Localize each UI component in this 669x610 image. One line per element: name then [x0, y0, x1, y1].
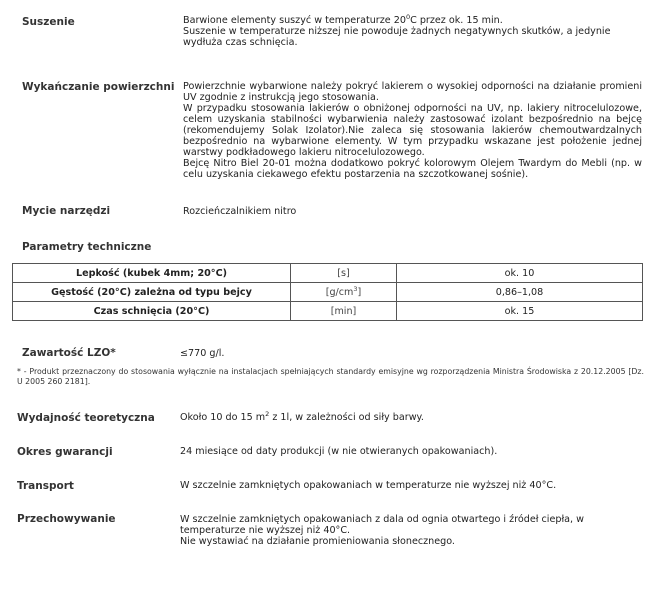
suszenie-text: [183, 12, 641, 48]
table-row: [13, 283, 643, 302]
wykanczanie-label: Wykańczanie powierzchni: [22, 81, 175, 93]
param-value: ok. 15: [397, 302, 643, 321]
transport-value: W szczelnie zamkniętych opakowaniach w temperaturze nie wyższej niż 40°C.: [180, 480, 557, 491]
przechowywanie-line2: Nie wystawiać na działanie promieniowania słonecznego.: [180, 536, 455, 547]
suszenie-line2: Suszenie w temperaturze niższej nie powoduje żadnych negatywnych skutków, a jedynie wydłuża czas schnięcia.: [183, 26, 611, 48]
param-name: Lepkość (kubek 4mm; 20°C): [13, 264, 291, 283]
param-name: Czas schnięcia (20°C): [13, 302, 291, 321]
param-unit: $[g/cm^3]$: [291, 283, 397, 302]
param-value: ok. 10: [397, 264, 643, 283]
wykanczanie-p3: Bejcę Nitro Biel 20-01 można dodatkowo pokryć kolorowym Olejem Twardym do Mebli (np. w celu uzyskania ciekawego efektu postarzenia na szczotkowanej sośnie).: [183, 158, 642, 180]
lzo-label: Zawartość LZO*: [22, 347, 116, 359]
wykanczanie-p1: Powierzchnie wybarwione należy pokryć lakierem o wysokiej odporności na działanie promieni UV zgodnie z instrukcją jego stosowania.: [183, 81, 642, 103]
lzo-value: ≤770 g/l.: [180, 348, 225, 359]
suszenie-line1: Barwione elementy suszyć w temperaturze $20^0C$ przez ok. 15 min.: [183, 12, 503, 26]
lzo-footnote: * - Produkt przeznaczony do stosowania wyłącznie na instalacjach spełniających standardy emisyjne wg rozporządzenia Ministra Środowiska z 20.12.2005 [Dz. U 2005 260 2181].: [17, 367, 644, 386]
przechowywanie-line1: W szczelnie zamkniętych opakowaniach z dala od ognia otwartego i źródeł ciepła, w temperaturze nie wyższej niż 40°C.: [180, 514, 585, 536]
przechowywanie-text: [180, 514, 642, 547]
table-row: [13, 302, 643, 321]
param-value: 0,86–1,08: [397, 283, 643, 302]
wykanczanie-p2: W przypadku stosowania lakierów o obniżonej odporności na UV, np. lakiery nitrocelulozowe, celem uzyskania stabilności wybarwienia należy zastosować izolant bezpośrednio na bejcę (rekomendujemy Solak Izolator).Nie zaleca się stosowania lakierów chemoutwardzalnych bezpośrednio na wybarwione elementy. W tym przypadku wskazane jest położenie jednej warstwy podkładowego lakieru nitrocelulozowego.: [183, 103, 642, 158]
gwarancja-label: Okres gwarancji: [17, 446, 113, 458]
wydajnosc-label: Wydajność teoretyczna: [17, 412, 155, 424]
przechowywanie-label: Przechowywanie: [17, 513, 116, 525]
param-unit: [min]: [291, 302, 397, 321]
table-row: [13, 264, 643, 283]
param-unit: [s]: [291, 264, 397, 283]
wykanczanie-text: [183, 81, 642, 180]
parameters-table: [12, 263, 643, 321]
mycie-value: Rozcieńczalnikiem nitro: [183, 206, 297, 217]
parametry-label: Parametry techniczne: [22, 241, 152, 253]
param-name: Gęstość (20°C) zależna od typu bejcy: [13, 283, 291, 302]
suszenie-label: Suszenie: [22, 16, 75, 28]
mycie-label: Mycie narzędzi: [22, 205, 111, 217]
transport-label: Transport: [17, 480, 74, 492]
wydajnosc-value: Około 10 do 15 $m^2$ z 1l, w zależności od siły barwy.: [180, 409, 424, 423]
gwarancja-value: 24 miesiące od daty produkcji (w nie otwieranych opakowaniach).: [180, 446, 498, 457]
